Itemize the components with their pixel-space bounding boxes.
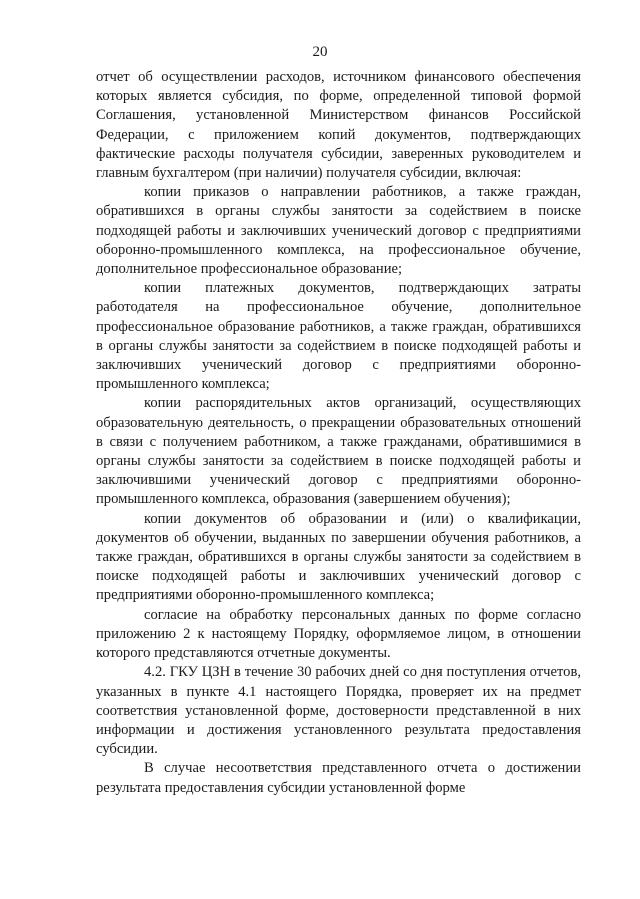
paragraph-payment-documents: копии платежных документов, подтверждающих затраты работодателя на профессиональное обучение, дополнительное профессиональное образование работников, а также граждан, обратившихся в органы службы занятости за содействием в поиске подходящей работы и заключивших ученический договор с предприятиями оборонно-промышленного комплекса;	[96, 280, 581, 393]
paragraph-education-documents: копии документов об образовании и (или) о квалификации, документов об обучении, выданных по завершении обучения работников, а также граждан, обратившихся в органы службы занятости за содействием в поиске подходящей работы и заключивших ученический договор с предприятиями оборонно-промышленного комплекса;	[96, 510, 581, 604]
paragraph-section-4-2: 4.2. ГКУ ЦЗН в течение 30 рабочих дней со дня поступления отчетов, указанных в пункте 4.1 настоящего Порядка, проверяет их на предмет соответствия установленной форме, достоверности представленной в них информации и достижения установленного результата предоставления субсидии.	[96, 664, 581, 758]
paragraph-report: отчет об осуществлении расходов, источником финансового обеспечения которых является субсидия, по форме, определенной типовой формой Соглашения, установленной Министерством финансов Российской Федерации, с приложением копий документов, подтверждающих фактические расходы получателя субсидии, заверенных руководителем и главным бухгалтером (при наличии) получателя субсидии, включая:	[96, 69, 581, 182]
document-body	[96, 68, 581, 798]
page-number: 20	[312, 44, 328, 60]
paragraph-nonconformity: В случае несоответствия представленного отчета о достижении результата предоставления субсидии установленной форме	[96, 760, 581, 796]
paragraph-consent: согласие на обработку персональных данных по форме согласно приложению 2 к настоящему Порядку, оформляемое лицом, в отношении которого представляются отчетные документы.	[96, 606, 581, 662]
paragraph-orders-copies: копии приказов о направлении работников, а также граждан, обратившихся в органы службы занятости за содействием в поиске подходящей работы и заключивших ученический договор с предприятиями оборонно-промышленного комплекса, на профессиональное обучение, дополнительное профессиональное образование;	[96, 184, 581, 278]
paragraph-administrative-acts: копии распорядительных актов организаций, осуществляющих образовательную деятельность, о прекращении образовательных отношений в связи с получением работником, а также гражданами, обратившимися в органы службы занятости за содействием в поиске подходящей работы и заключившими ученический договор с предприятиями оборонно-промышленного комплекса, образования (завершением обучения);	[96, 395, 581, 508]
